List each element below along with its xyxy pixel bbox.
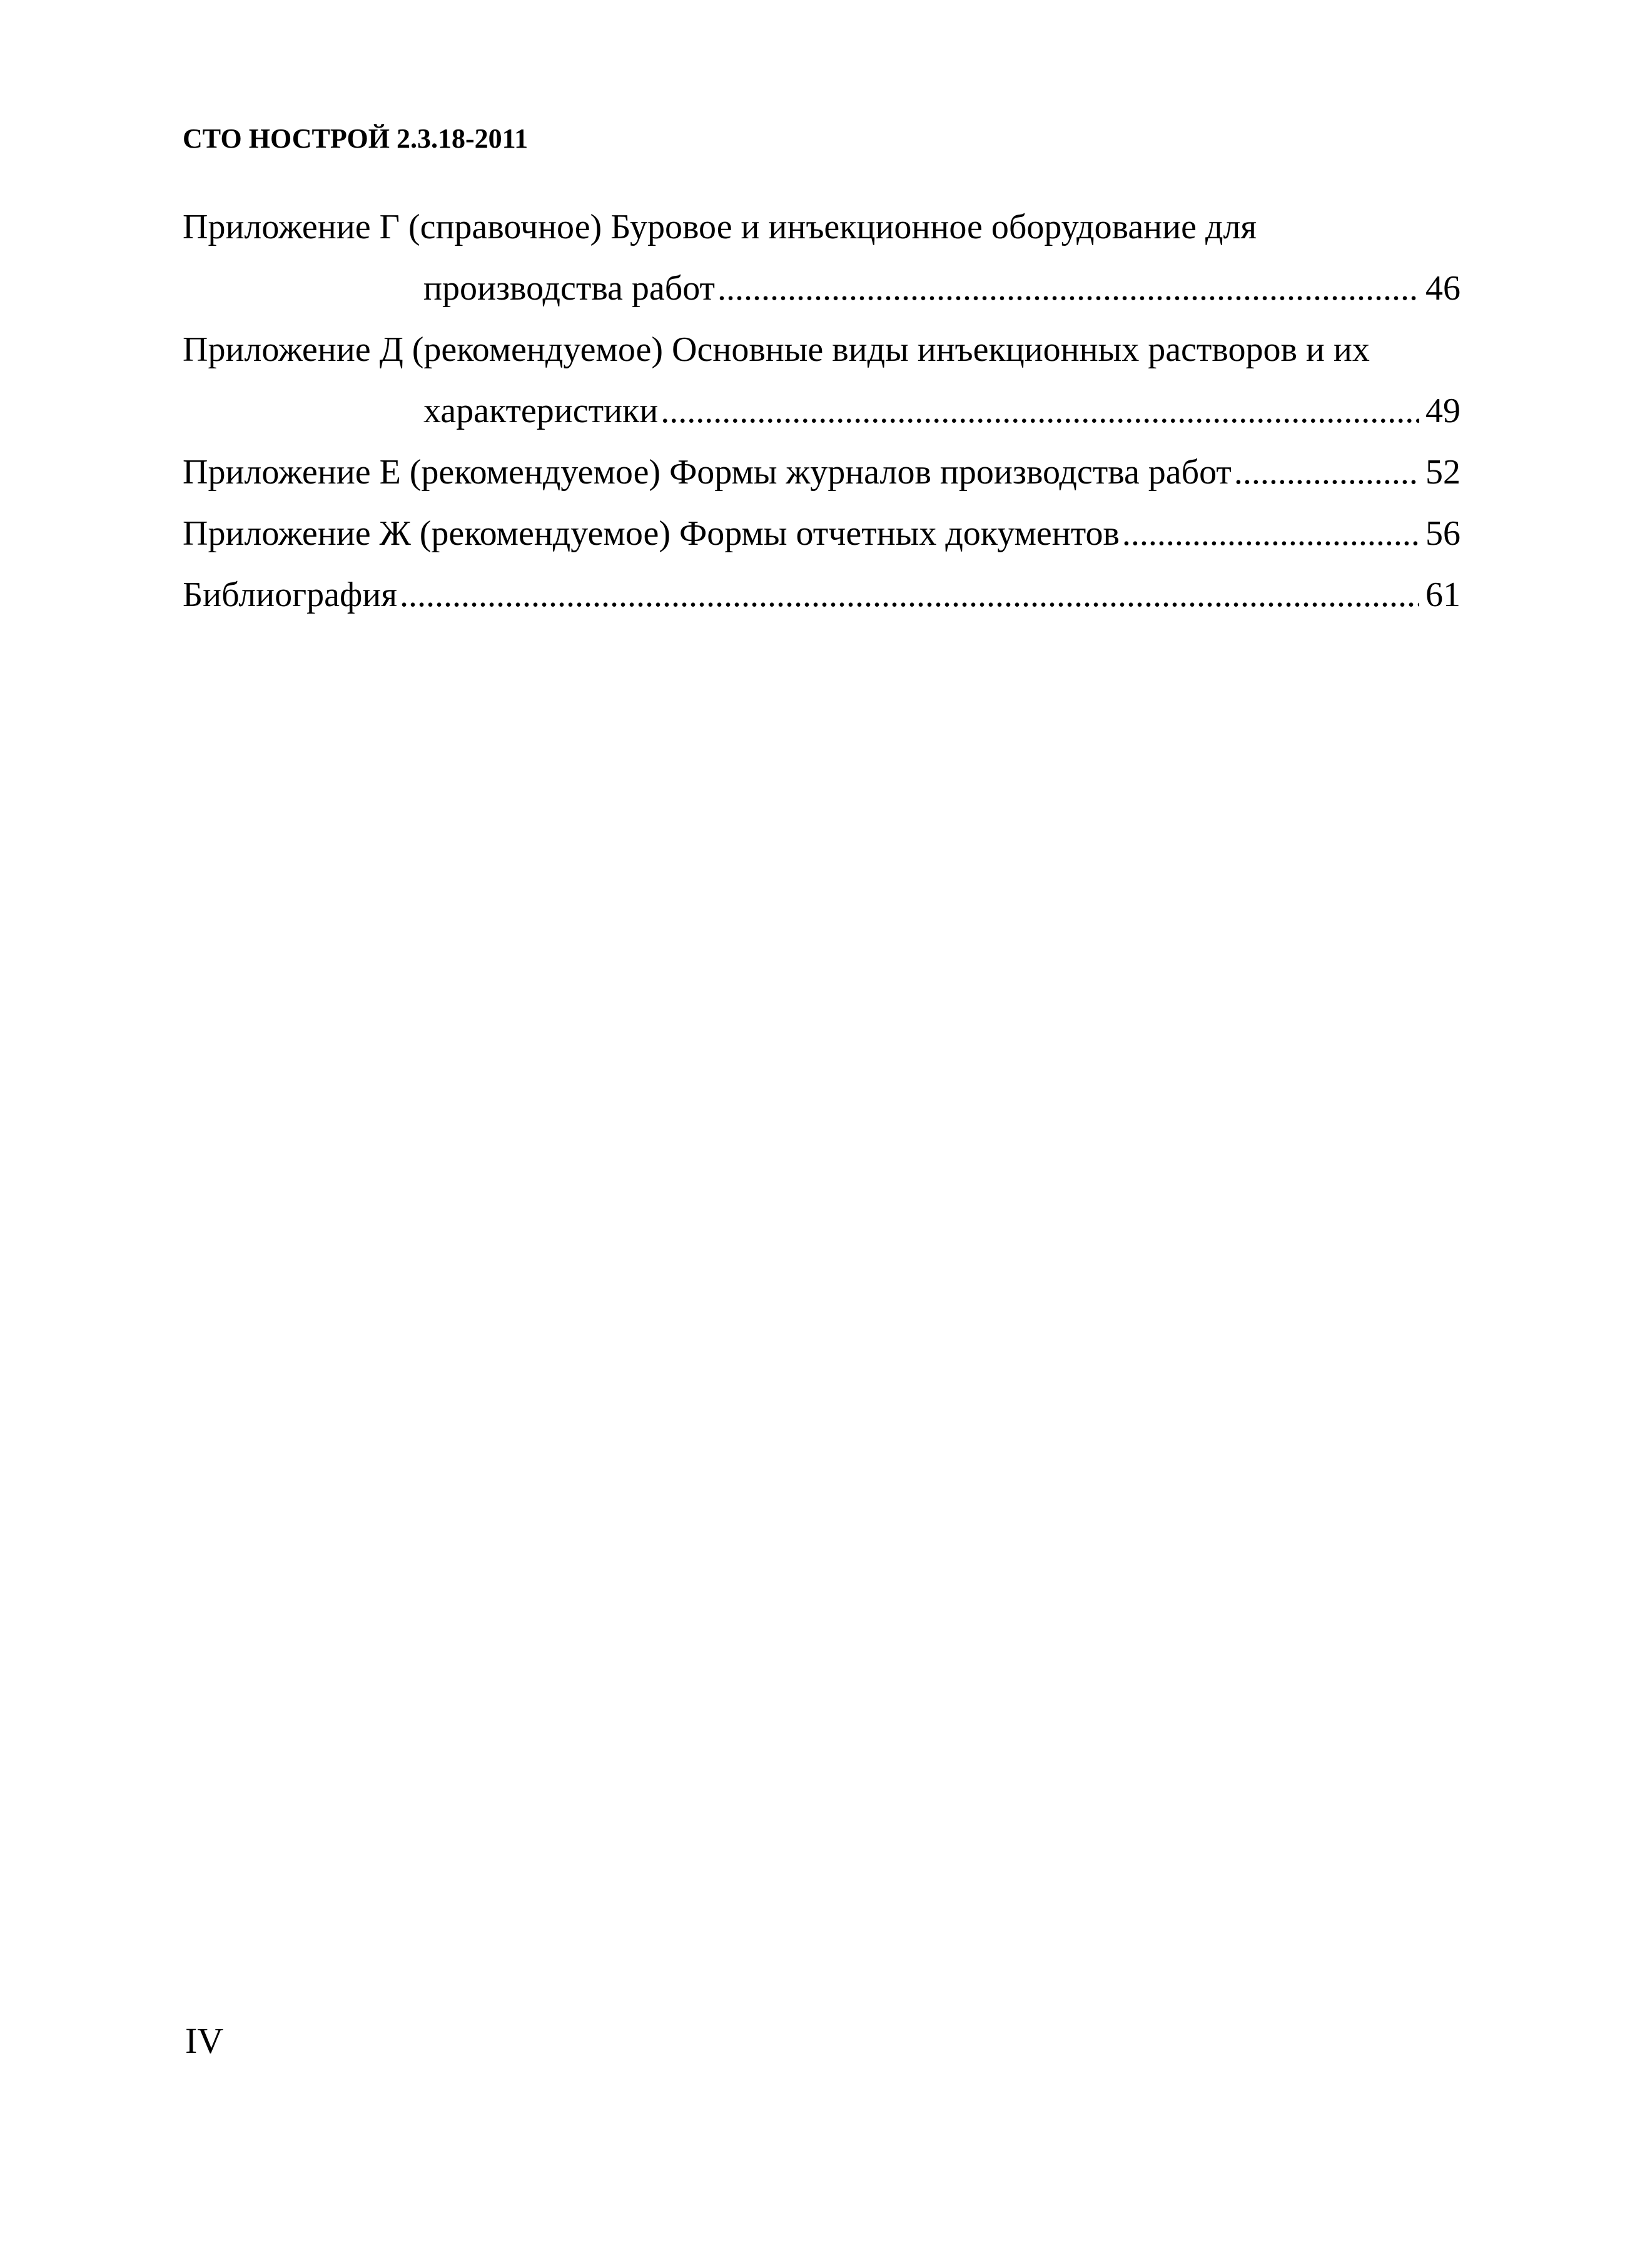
toc-entry-text: Приложение Е (рекомендуемое) Формы журналов производства работ xyxy=(183,453,1232,492)
toc-entry-appendix-d[interactable] xyxy=(183,390,1460,452)
toc-page-number: 56 xyxy=(1425,514,1460,553)
table-of-contents xyxy=(183,206,1460,635)
toc-entry-text: Приложение Г (справочное) Буровое и инъекционное оборудование для xyxy=(183,208,1257,246)
toc-page-number: 46 xyxy=(1425,269,1460,308)
toc-page-number: 49 xyxy=(1425,392,1460,430)
toc-page-number: 52 xyxy=(1425,453,1460,492)
toc-entry-appendix-d-title xyxy=(183,329,1460,390)
toc-entry-text: Приложение Д (рекомендуемое) Основные виды инъекционных растворов и их xyxy=(183,330,1370,369)
toc-entry-appendix-e[interactable] xyxy=(183,452,1460,513)
toc-entry-text: Библиография xyxy=(183,575,397,614)
toc-page-number: 61 xyxy=(1425,575,1460,614)
dot-leader xyxy=(661,390,1419,432)
toc-entry-text: Приложение Ж (рекомендуемое) Формы отчетных документов xyxy=(183,514,1120,553)
page-number: IV xyxy=(185,2020,224,2061)
toc-entry-text: характеристики xyxy=(423,392,659,430)
dot-leader xyxy=(400,574,1419,616)
toc-entry-appendix-g[interactable] xyxy=(183,268,1460,329)
document-header: СТО НОСТРОЙ 2.3.18-2011 xyxy=(183,123,529,154)
toc-entry-appendix-g-title xyxy=(183,206,1460,268)
dot-leader xyxy=(1234,452,1419,494)
toc-entry-bibliography[interactable] xyxy=(183,574,1460,635)
toc-entry-appendix-zh[interactable] xyxy=(183,513,1460,574)
dot-leader xyxy=(1122,513,1419,555)
dot-leader xyxy=(717,268,1419,310)
toc-entry-text: производства работ xyxy=(423,269,715,308)
